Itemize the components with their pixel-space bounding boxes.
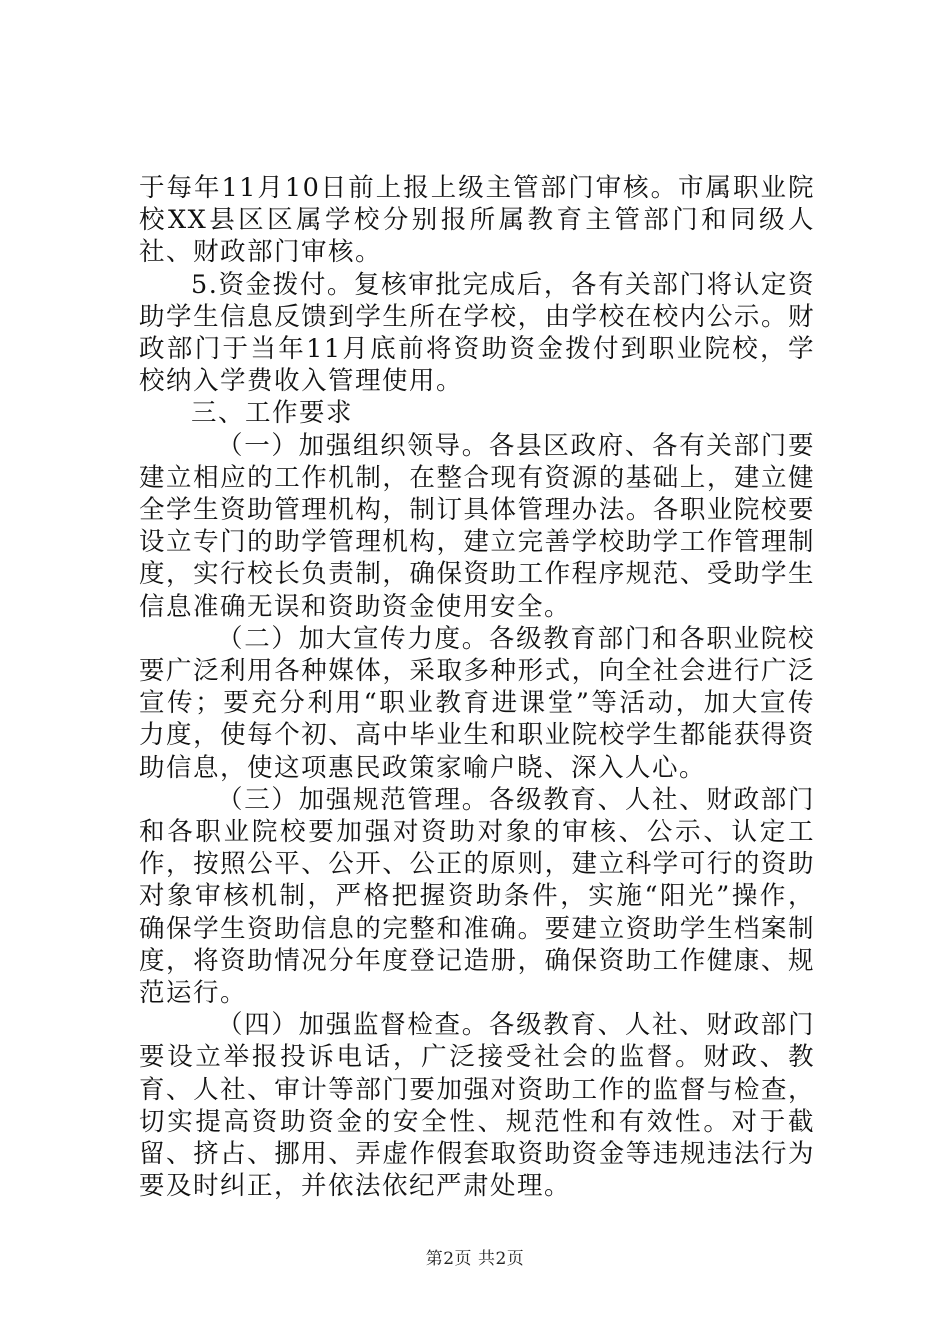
- paragraph-standardized-management: （三）加强规范管理。各级教育、人社、财政部门和各职业院校要加强对资助对象的审核、公示、认定工作，按照公平、公开、公正的原则，建立科学可行的资助对象审核机制，严格把握资助条件，实施“阳光”操作，确保学生资助信息的完整和准确。要建立资助学生档案制度，将资助情况分年度登记造册，确保资助工作健康、规范运行。: [139, 784, 815, 1009]
- paragraph-submission-deadline: 于每年11月10日前上报上级主管部门审核。市属职业院校XX县区区属学校分别报所属教育主管部门和同级人社、财政部门审核。: [139, 173, 815, 268]
- paragraph-fund-disbursement: 5.资金拨付。复核审批完成后，各有关部门将认定资助学生信息反馈到学生所在学校，由学校在校内公示。财政部门于当年11月底前将资助资金拨付到职业院校，学校纳入学费收入管理使用。: [139, 269, 815, 397]
- paragraph-publicity: （二）加大宣传力度。各级教育部门和各职业院校要广泛利用各种媒体，采取多种形式，向全社会进行广泛宣传；要充分利用“职业教育进课堂”等活动，加大宣传力度，使每个初、高中毕业生和职业院校学生都能获得资助信息，使这项惠民政策家喻户晓、深入人心。: [139, 623, 815, 783]
- document-body: [139, 172, 815, 1203]
- paragraph-supervision-inspection: （四）加强监督检查。各级教育、人社、财政部门要设立举报投诉电话，广泛接受社会的监督。财政、教育、人社、审计等部门要加强对资助工作的监督与检查，切实提高资助资金的安全性、规范性和有效性。对于截留、挤占、挪用、弄虚作假套取资助资金等违规违法行为要及时纠正，并依法依纪严肃处理。: [139, 1010, 815, 1202]
- section-heading-work-requirements: 三、工作要求: [191, 398, 354, 429]
- paragraph-organization-leadership: （一）加强组织领导。各县区政府、各有关部门要建立相应的工作机制，在整合现有资源的基础上，建立健全学生资助管理机构，制订具体管理办法。各职业院校要设立专门的助学管理机构，建立完善学校助学工作管理制度，实行校长负责制，确保资助工作程序规范、受助学生信息准确无误和资助资金使用安全。: [139, 430, 815, 622]
- page-number-footer: 第2页 共2页: [425, 1249, 525, 1269]
